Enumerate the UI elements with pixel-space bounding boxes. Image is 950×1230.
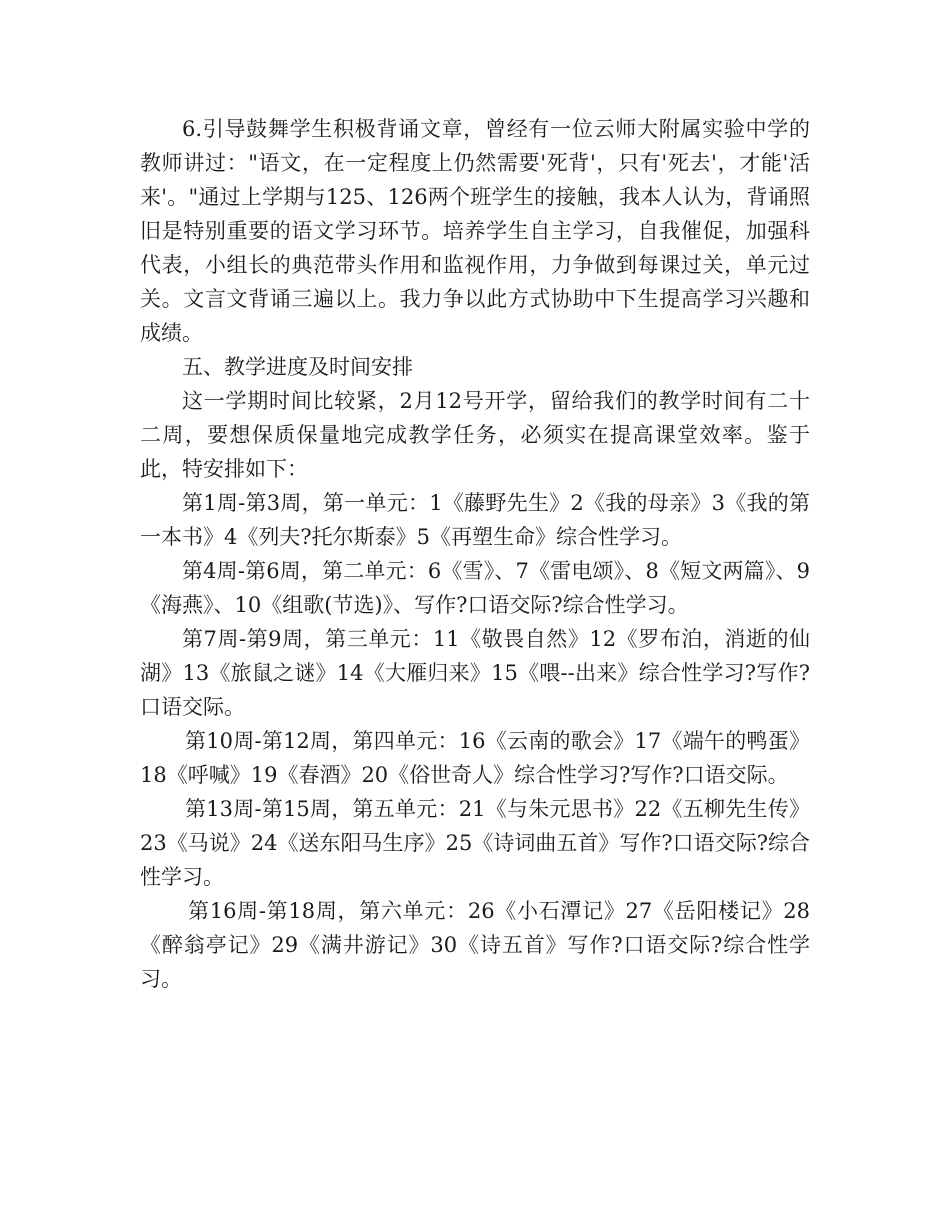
paragraph-semester-intro: 这一学期时间比较紧，2月12号开学，留给我们的教学时间有二十二周，要想保质保量地完成教学任务，必须实在提高课堂效率。鉴于此，特安排如下：	[140, 389, 810, 481]
section-heading-schedule: 五、教学进度及时间安排	[182, 355, 413, 379]
paragraph-recitation: 6.引导鼓舞学生积极背诵文章，曾经有一位云师大附属实验中学的教师讲过："语文，在一定程度上仍然需要'死背'，只有'死去'，才能'活来'。"通过上学期与125、126两个班学生的接触，我本人认为，背诵照旧是特别重要的语文学习环节。培养学生自主学习，自我催促，加强科代表，小组长的典范带头作用和监视作用，力争做到每课过关，单元过关。文言文背诵三遍以上。我力争以此方式协助中下生提高学习兴趣和成绩。	[140, 117, 810, 345]
schedule-unit-6: 第16周-第18周，第六单元：26《小石潭记》27《岳阳楼记》28《醉翁亭记》29《满井游记》30《诗五首》写作?口语交际?综合性学习。	[140, 899, 810, 991]
schedule-unit-2: 第4周-第6周，第二单元：6《雪》、7《雷电颂》、8《短文两篇》、9《海燕》、10《组歌(节选)》、写作?口语交际?综合性学习。	[140, 559, 810, 617]
document-body	[140, 112, 810, 996]
schedule-unit-3: 第7周-第9周，第三单元：11《敬畏自然》12《罗布泊，消逝的仙湖》13《旅鼠之谜》14《大雁归来》15《喂--出来》综合性学习?写作?口语交际。	[140, 627, 810, 719]
schedule-unit-5: 第13周-第15周，第五单元：21《与朱元思书》22《五柳先生传》23《马说》24《送东阳马生序》25《诗词曲五首》写作?口语交际?综合性学习。	[140, 797, 810, 889]
schedule-unit-4: 第10周-第12周，第四单元：16《云南的歌会》17《端午的鸭蛋》18《呼喊》19《春酒》20《俗世奇人》综合性学习?写作?口语交际。	[140, 729, 810, 787]
schedule-unit-1: 第1周-第3周，第一单元：1《藤野先生》2《我的母亲》3《我的第一本书》4《列夫?托尔斯泰》5《再塑生命》综合性学习。	[140, 491, 810, 549]
